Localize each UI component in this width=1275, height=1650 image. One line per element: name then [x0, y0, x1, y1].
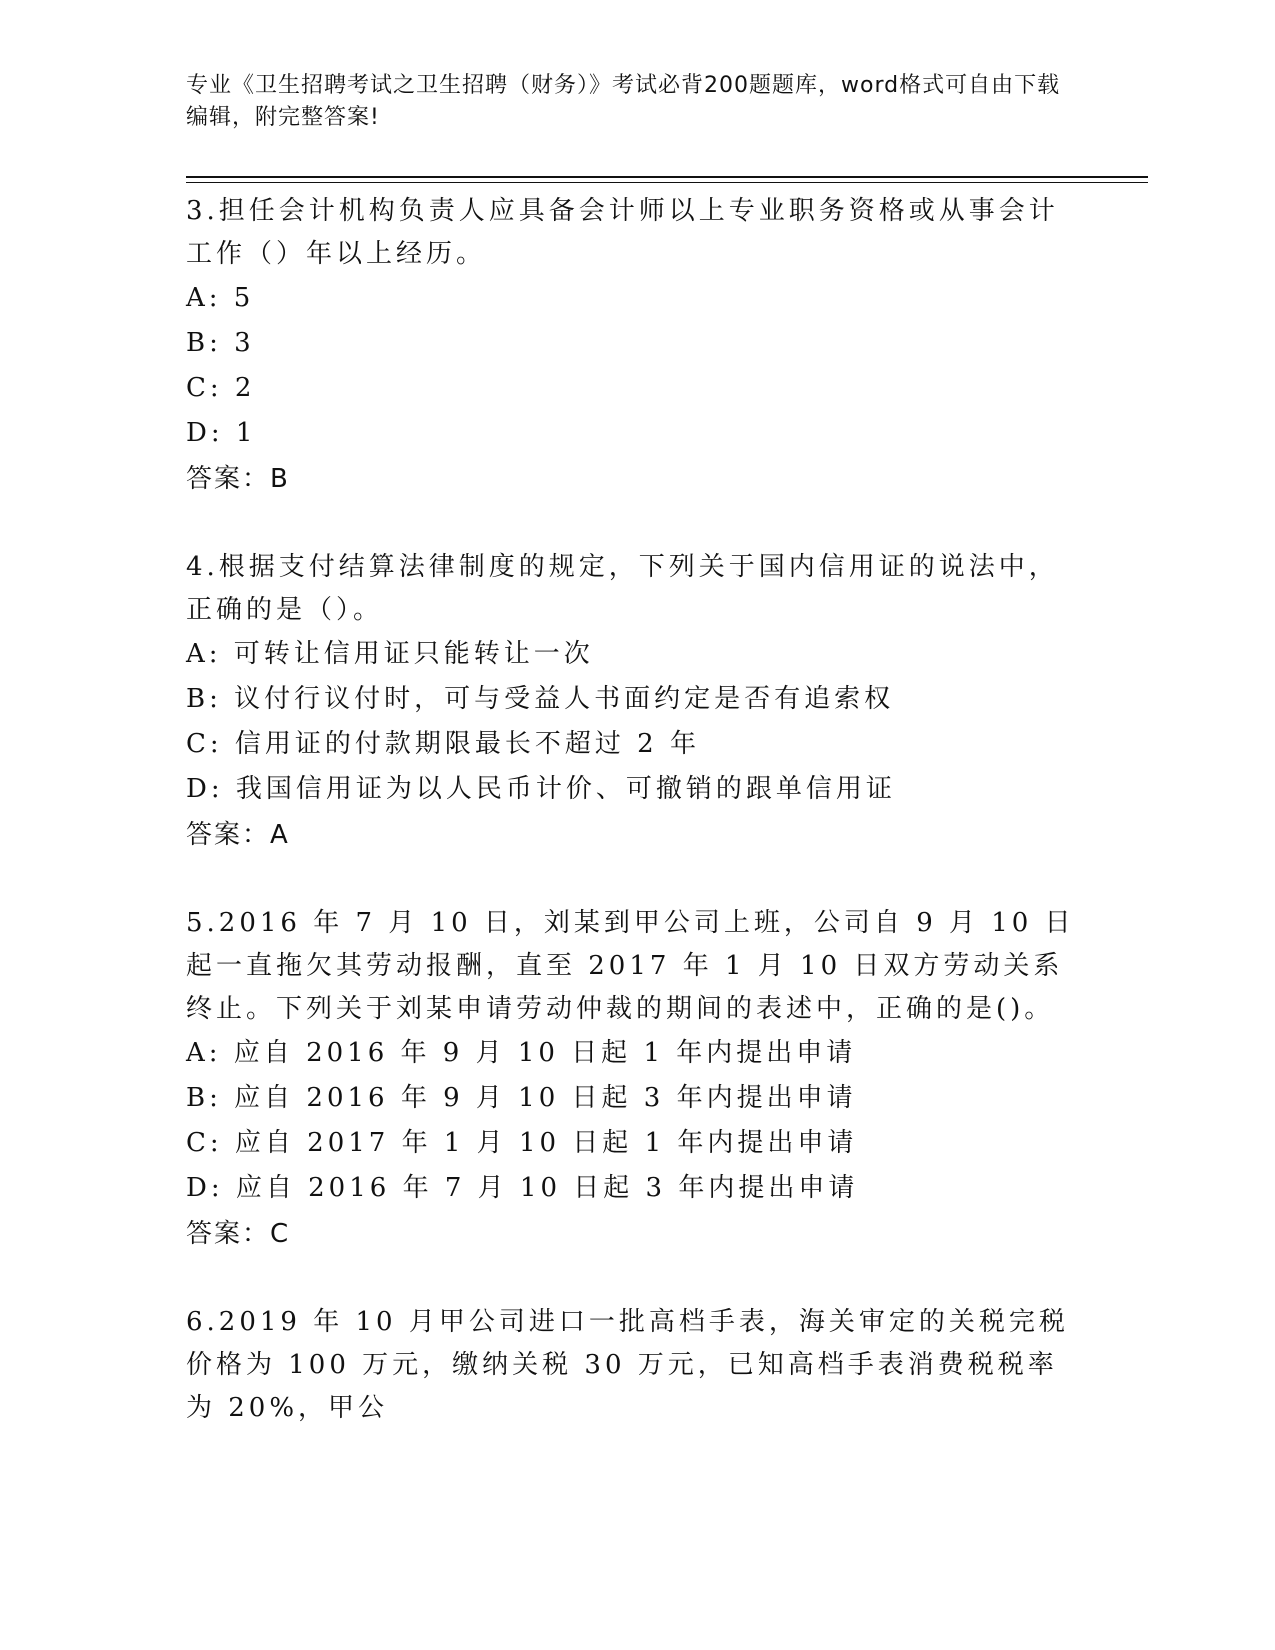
question-list — [186, 190, 1076, 1474]
question-stem: 5.2016 年 7 月 10 日，刘某到甲公司上班，公司自 9 月 10 日起一直拖欠其劳动报酬，直至 2017 年 1 月 10 日双方劳动关系终止。下列关于刘某申请劳动仲裁的期间的表述中，正确的是()。 — [186, 908, 1075, 1024]
option-d: D: 1 — [186, 418, 257, 448]
header-rule-thin — [186, 182, 1148, 183]
question-stem: 6.2019 年 10 月甲公司进口一批高档手表，海关审定的关税完税价格为 100 万元，缴纳关税 30 万元，已知高档手表消费税税率为 20%，甲公 — [186, 1307, 1069, 1423]
option-a: A: 可转让信用证只能转让一次 — [186, 639, 594, 669]
option-a: A: 5 — [186, 283, 255, 313]
option-c: C: 信用证的付款期限最长不超过 2 年 — [186, 729, 700, 759]
question-3 — [186, 190, 1076, 502]
option-c: C: 2 — [186, 373, 256, 403]
header-rule-thick — [186, 176, 1148, 178]
option-d: D: 应自 2016 年 7 月 10 日起 3 年内提出申请 — [186, 1173, 859, 1203]
question-6 — [186, 1301, 1076, 1430]
option-b: B: 应自 2016 年 9 月 10 日起 3 年内提出申请 — [186, 1083, 857, 1113]
option-a: A: 应自 2016 年 9 月 10 日起 1 年内提出申请 — [186, 1038, 857, 1068]
question-4 — [186, 546, 1076, 858]
option-d: D: 我国信用证为以人民币计价、可撤销的跟单信用证 — [186, 774, 896, 804]
answer: 答案：B — [186, 464, 290, 494]
question-stem: 3.担任会计机构负责人应具备会计师以上专业职务资格或从事会计工作（）年以上经历。 — [186, 196, 1059, 269]
question-5 — [186, 902, 1076, 1257]
question-stem: 4.根据支付结算法律制度的规定，下列关于国内信用证的说法中，正确的是（）。 — [186, 552, 1059, 625]
option-c: C: 应自 2017 年 1 月 10 日起 1 年内提出申请 — [186, 1128, 858, 1158]
answer: 答案：A — [186, 820, 290, 850]
answer: 答案：C — [186, 1219, 291, 1249]
option-b: B: 3 — [186, 328, 255, 358]
option-b: B: 议付行议付时，可与受益人书面约定是否有追索权 — [186, 684, 895, 714]
document-header: 专业《卫生招聘考试之卫生招聘（财务）》考试必背200题题库，word格式可自由下载编辑，附完整答案! — [186, 73, 1061, 130]
